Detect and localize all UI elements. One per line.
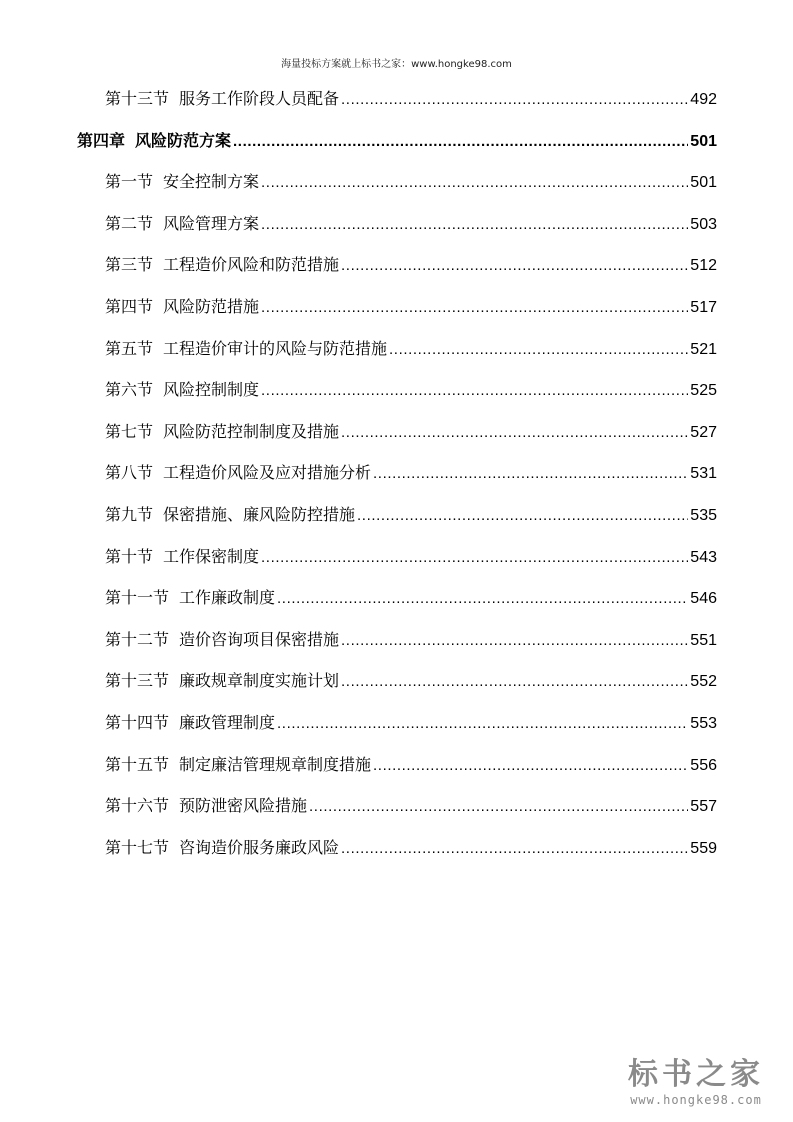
toc-entry-title: 风险控制制度: [163, 380, 260, 400]
toc-entry[interactable]: [105, 504, 717, 526]
toc-entry[interactable]: [105, 462, 717, 484]
toc-leader-dots: [341, 671, 688, 693]
toc-entry-title: 工程造价风险及应对措施分析: [163, 463, 372, 483]
toc-page-number: 559: [690, 839, 717, 857]
toc-entry[interactable]: [105, 88, 717, 110]
toc-entry-number: 第十三节: [105, 671, 170, 691]
toc-entry-number: 第十六节: [105, 796, 170, 816]
toc-entry-title: 工程造价风险和防范措施: [163, 255, 340, 275]
toc-entry-label: [105, 88, 339, 110]
toc-leader-dots: [341, 255, 688, 277]
toc-leader-dots: [389, 339, 688, 361]
toc-entry-title: 咨询造价服务廉政风险: [179, 837, 340, 857]
toc-entry-label: [77, 130, 231, 152]
toc-leader-dots: [341, 89, 688, 111]
toc-entry-number: 第四章: [77, 130, 126, 150]
toc-page-number: 546: [690, 590, 717, 608]
toc-entry-label: [105, 754, 371, 776]
toc-page-number: 525: [690, 382, 717, 400]
toc-page-number: 552: [690, 673, 717, 691]
toc-entry-label: [105, 837, 339, 859]
toc-page-number: 543: [690, 548, 717, 566]
toc-page-number: 512: [690, 257, 717, 275]
toc-entry-title: 预防泄密风险措施: [179, 796, 308, 816]
toc-page-number: 553: [690, 715, 717, 732]
toc-leader-dots: [373, 463, 688, 485]
toc-entry-number: 第五节: [105, 338, 154, 358]
toc-entry-number: 第九节: [105, 505, 154, 524]
toc-entry-title: 风险防范控制制度及措施: [163, 421, 340, 441]
toc-page-number: 492: [690, 91, 717, 108]
toc-entry-number: 第十一节: [105, 588, 170, 608]
page-header: 海量投标方案就上标书之家：www.hongke98.com: [281, 59, 512, 70]
toc-entry-title: 服务工作阶段人员配备: [179, 89, 340, 108]
toc-leader-dots: [277, 713, 688, 735]
toc-entry-number: 第一节: [105, 172, 154, 192]
toc-entry[interactable]: [105, 296, 717, 318]
watermark-title: 标书之家: [628, 1057, 764, 1092]
toc-entry-number: 第八节: [105, 463, 154, 483]
toc-entry-number: 第十三节: [105, 89, 170, 108]
toc-entry[interactable]: [105, 754, 717, 776]
toc-entry-title: 风险防范方案: [135, 130, 232, 150]
toc-entry[interactable]: [105, 421, 717, 443]
toc-entry-label: [105, 421, 339, 443]
toc-entry-label: [105, 712, 275, 734]
toc-entry-number: 第四节: [105, 297, 154, 316]
toc-entry-label: [105, 254, 339, 276]
toc-entry[interactable]: [105, 587, 717, 609]
toc-leader-dots: [341, 422, 688, 444]
toc-entry-label: [105, 213, 259, 235]
toc-entry-label: [105, 296, 259, 318]
toc-entry-title: 工程造价审计的风险与防范措施: [163, 338, 388, 358]
toc-leader-dots: [261, 297, 688, 319]
toc-page-number: 551: [690, 631, 717, 649]
toc-entry-title: 保密措施、廉风险防控措施: [163, 505, 356, 524]
toc-entry-number: 第十二节: [105, 629, 170, 649]
toc-entry[interactable]: [105, 795, 717, 817]
toc-page-number: 521: [690, 340, 717, 358]
toc-entry[interactable]: [105, 712, 717, 734]
toc-leader-dots: [261, 214, 688, 236]
toc-entry-title: 制定廉洁管理规章制度措施: [179, 754, 372, 774]
toc-entry[interactable]: [105, 254, 717, 276]
toc-page-number: 517: [690, 299, 717, 316]
toc-entry-label: [105, 587, 275, 609]
toc-leader-dots: [309, 796, 688, 818]
toc-entry-number: 第十节: [105, 546, 154, 566]
toc-leader-dots: [373, 755, 688, 777]
toc-entry-label: [105, 546, 259, 568]
toc-entry[interactable]: [105, 379, 717, 401]
toc-entry-label: [105, 379, 259, 401]
toc-entry-label: [105, 795, 307, 817]
toc-entry-label: [105, 629, 339, 651]
toc-entry-number: 第二节: [105, 213, 154, 233]
toc-entry-number: 第十五节: [105, 754, 170, 774]
toc-entry[interactable]: [105, 338, 717, 360]
toc-leader-dots: [261, 380, 688, 402]
toc-entry-title: 工作廉政制度: [179, 588, 276, 608]
toc-entry-title: 安全控制方案: [163, 172, 260, 192]
toc-entry[interactable]: [105, 837, 717, 859]
toc-entry[interactable]: [105, 546, 717, 568]
toc-page-number: 535: [690, 507, 717, 524]
watermark-url: www.hongke98.com: [630, 1093, 762, 1107]
toc-leader-dots: [341, 630, 688, 652]
toc-entry[interactable]: [77, 130, 717, 152]
toc-page-number: 557: [690, 798, 717, 816]
toc-entry-title: 工作保密制度: [163, 546, 260, 566]
toc-page-number: 503: [690, 215, 717, 233]
toc-entry-label: [105, 171, 259, 193]
toc-entry-label: [105, 670, 339, 692]
toc-page-number: 531: [690, 465, 717, 483]
toc-leader-dots: [261, 547, 688, 569]
toc-entry[interactable]: [105, 171, 717, 193]
toc-page-number: 527: [690, 423, 717, 441]
toc-entry-label: [105, 504, 355, 526]
toc-entry-number: 第十七节: [105, 837, 170, 857]
toc-page-number: 501: [690, 132, 717, 150]
toc-entry-number: 第三节: [105, 255, 154, 275]
toc-entry-number: 第七节: [105, 421, 154, 441]
toc-entry-title: 风险管理方案: [163, 213, 260, 233]
toc-entry-label: [105, 462, 371, 484]
toc-leader-dots: [357, 505, 688, 527]
toc-leader-dots: [341, 838, 688, 860]
toc-page-number: 501: [690, 174, 717, 192]
toc-entry-title: 造价咨询项目保密措施: [179, 629, 340, 649]
toc-entry[interactable]: [105, 213, 717, 235]
toc-entry-title: 廉政管理制度: [179, 713, 276, 732]
toc-entry[interactable]: [105, 629, 717, 651]
toc-entry-number: 第十四节: [105, 713, 170, 732]
toc-entry-number: 第六节: [105, 380, 154, 400]
toc-page-number: 556: [690, 756, 717, 774]
toc-entry-title: 风险防范措施: [163, 297, 260, 316]
watermark-logo: [621, 1058, 771, 1108]
toc-entry-title: 廉政规章制度实施计划: [179, 671, 340, 691]
toc-entry-label: [105, 338, 387, 360]
toc-leader-dots: [233, 131, 688, 153]
toc-leader-dots: [277, 588, 688, 610]
toc-leader-dots: [261, 172, 688, 194]
toc-entry[interactable]: [105, 670, 717, 692]
